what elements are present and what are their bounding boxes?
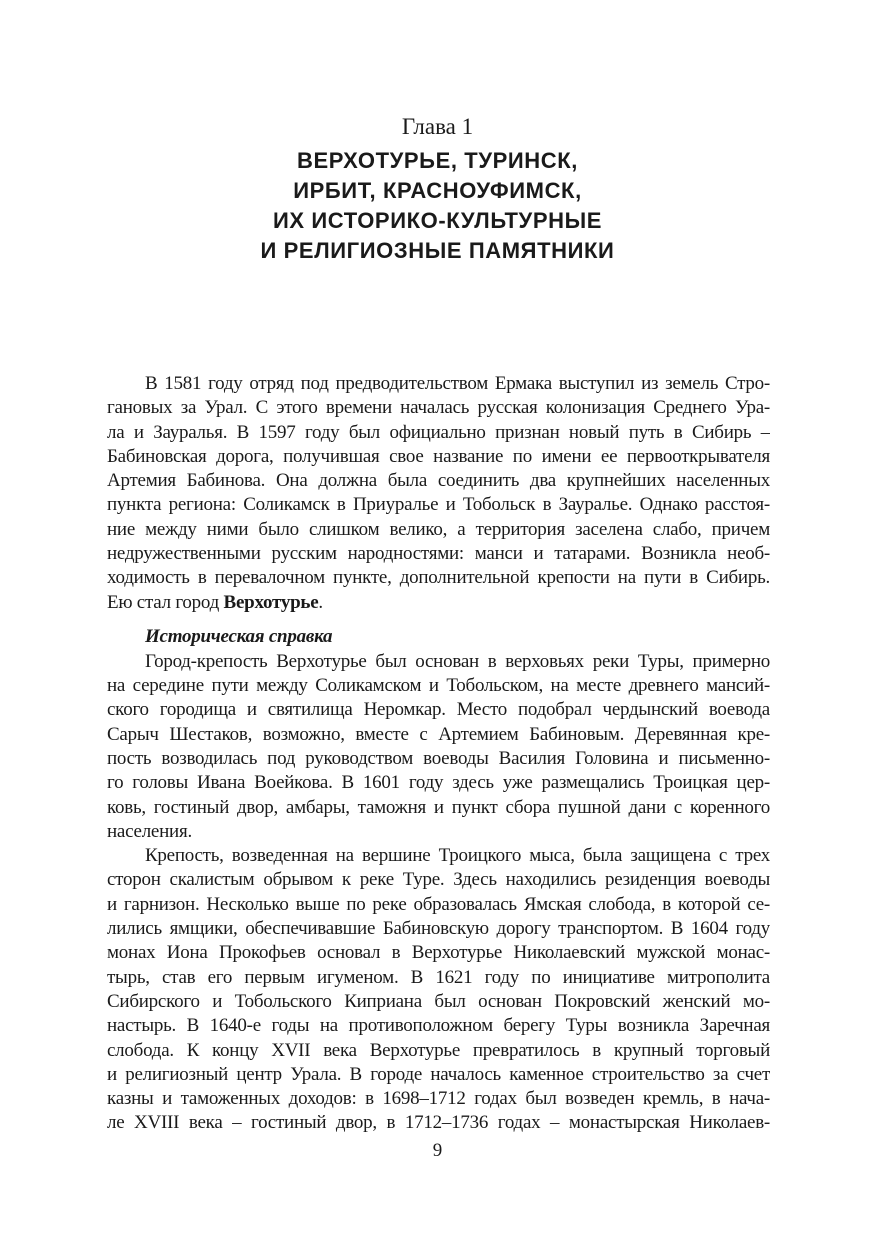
text-line: населения. <box>107 820 192 842</box>
text-line: ле XVIII века – гостиный двор, в 1712–1736 годах – монастырская Николаев- <box>107 1112 770 1134</box>
text-line: пость возводилась под руководством воеводы Василия Головина и письменно- <box>107 747 770 769</box>
text-line: настырь. В 1640-е годы на противоположном берегу Туры возникла Заречная <box>107 1015 770 1037</box>
paragraph-2 <box>107 650 770 844</box>
text-line: Сарыч Шестаков, возможно, вместе с Артемием Бабиновым. Деревянная кре- <box>107 723 770 745</box>
text-line: Артемия Бабинова. Она должна была соединить два крупнейших населенных <box>107 470 770 492</box>
text-line: тырь, став его первым игуменом. В 1621 году по инициативе митрополита <box>107 966 770 988</box>
chapter-title <box>0 146 875 266</box>
text-line: Бабиновская дорога, получившая свое название по имени ее первооткрывателя <box>107 445 770 467</box>
text-line: слобода. К концу XVII века Верхотурье превратилось в крупный торговый <box>107 1039 770 1061</box>
text-line: на середине пути между Соликамском и Тобольском, на месте древнего мансий- <box>107 675 770 697</box>
text-line: ковь, гостиный двор, амбары, таможня и пункт сбора пушной дани с коренного <box>107 796 770 818</box>
chapter-title-line: И РЕЛИГИОЗНЫЕ ПАМЯТНИКИ <box>260 238 615 263</box>
body-text <box>107 372 770 1136</box>
text-line: недружественными русским народностями: манси и татарами. Возникла необ- <box>107 543 770 565</box>
text-line: ла и Зауралья. В 1597 году был официально признан новый путь в Сибирь – <box>107 421 770 443</box>
text-line: Сибирского и Тобольского Киприана был основан Покровский женский мо- <box>107 990 770 1012</box>
text-line: Город-крепость Верхотурье был основан в верховьях реки Туры, примерно <box>145 650 770 672</box>
text-run: . <box>318 591 323 613</box>
city-name-bold: Верхотурье <box>223 591 319 613</box>
text-line: Крепость, возведенная на вершине Троицкого мыса, была защищена с трех <box>145 845 770 867</box>
text-line: и гарнизон. Несколько выше по реке образовалась Ямская слобода, в которой се- <box>107 893 770 915</box>
text-line: ние между ними было слишком велико, а территория заселена слабо, причем <box>107 518 770 540</box>
text-line: ского городища и святилища Неромкар. Место подобрал чердынский воевода <box>107 699 770 721</box>
text-line: ходимость в перевалочном пункте, дополнительной крепости на пути в Сибирь. <box>107 567 770 589</box>
chapter-title-line: ИРБИТ, КРАСНОУФИМСК, <box>293 178 582 203</box>
page-number: 9 <box>432 1140 443 1161</box>
text-line: пункта региона: Соликамск в Приуралье и Тобольск в Зауралье. Однако расстоя- <box>107 494 770 516</box>
chapter-label: Глава 1 <box>401 114 474 139</box>
text-line <box>107 591 770 615</box>
text-line: и религиозный центр Урала. В городе началось каменное строительство за счет <box>107 1063 770 1085</box>
text-run: Ею стал город <box>107 591 224 613</box>
text-line: лились ямщики, обеспечивавшие Бабиновскую дорогу транспортом. В 1604 году <box>107 918 770 940</box>
section-subheading: Историческая справка <box>145 626 333 648</box>
text-line: го головы Ивана Воейкова. В 1601 году здесь уже размещались Троицкая цер- <box>107 772 770 794</box>
chapter-title-line: ИХ ИСТОРИКО-КУЛЬТУРНЫЕ <box>272 208 603 233</box>
paragraph-3 <box>107 844 770 1136</box>
text-line: монах Иона Прокофьев основал в Верхотурье Николаевский мужской монас- <box>107 942 770 964</box>
text-line: В 1581 году отряд под предводительством Ермака выступил из земель Стро- <box>145 373 770 394</box>
paragraph-1 <box>107 372 770 615</box>
chapter-title-line: ВЕРХОТУРЬЕ, ТУРИНСК, <box>296 148 579 173</box>
text-line: гановых за Урал. С этого времени началась русская колонизация Среднего Ура- <box>107 397 770 419</box>
text-line: казны и таможенных доходов: в 1698–1712 годах был возведен кремль, в нача- <box>107 1088 770 1110</box>
text-line: сторон скалистым обрывом к реке Туре. Здесь находились резиденция воеводы <box>107 869 770 891</box>
